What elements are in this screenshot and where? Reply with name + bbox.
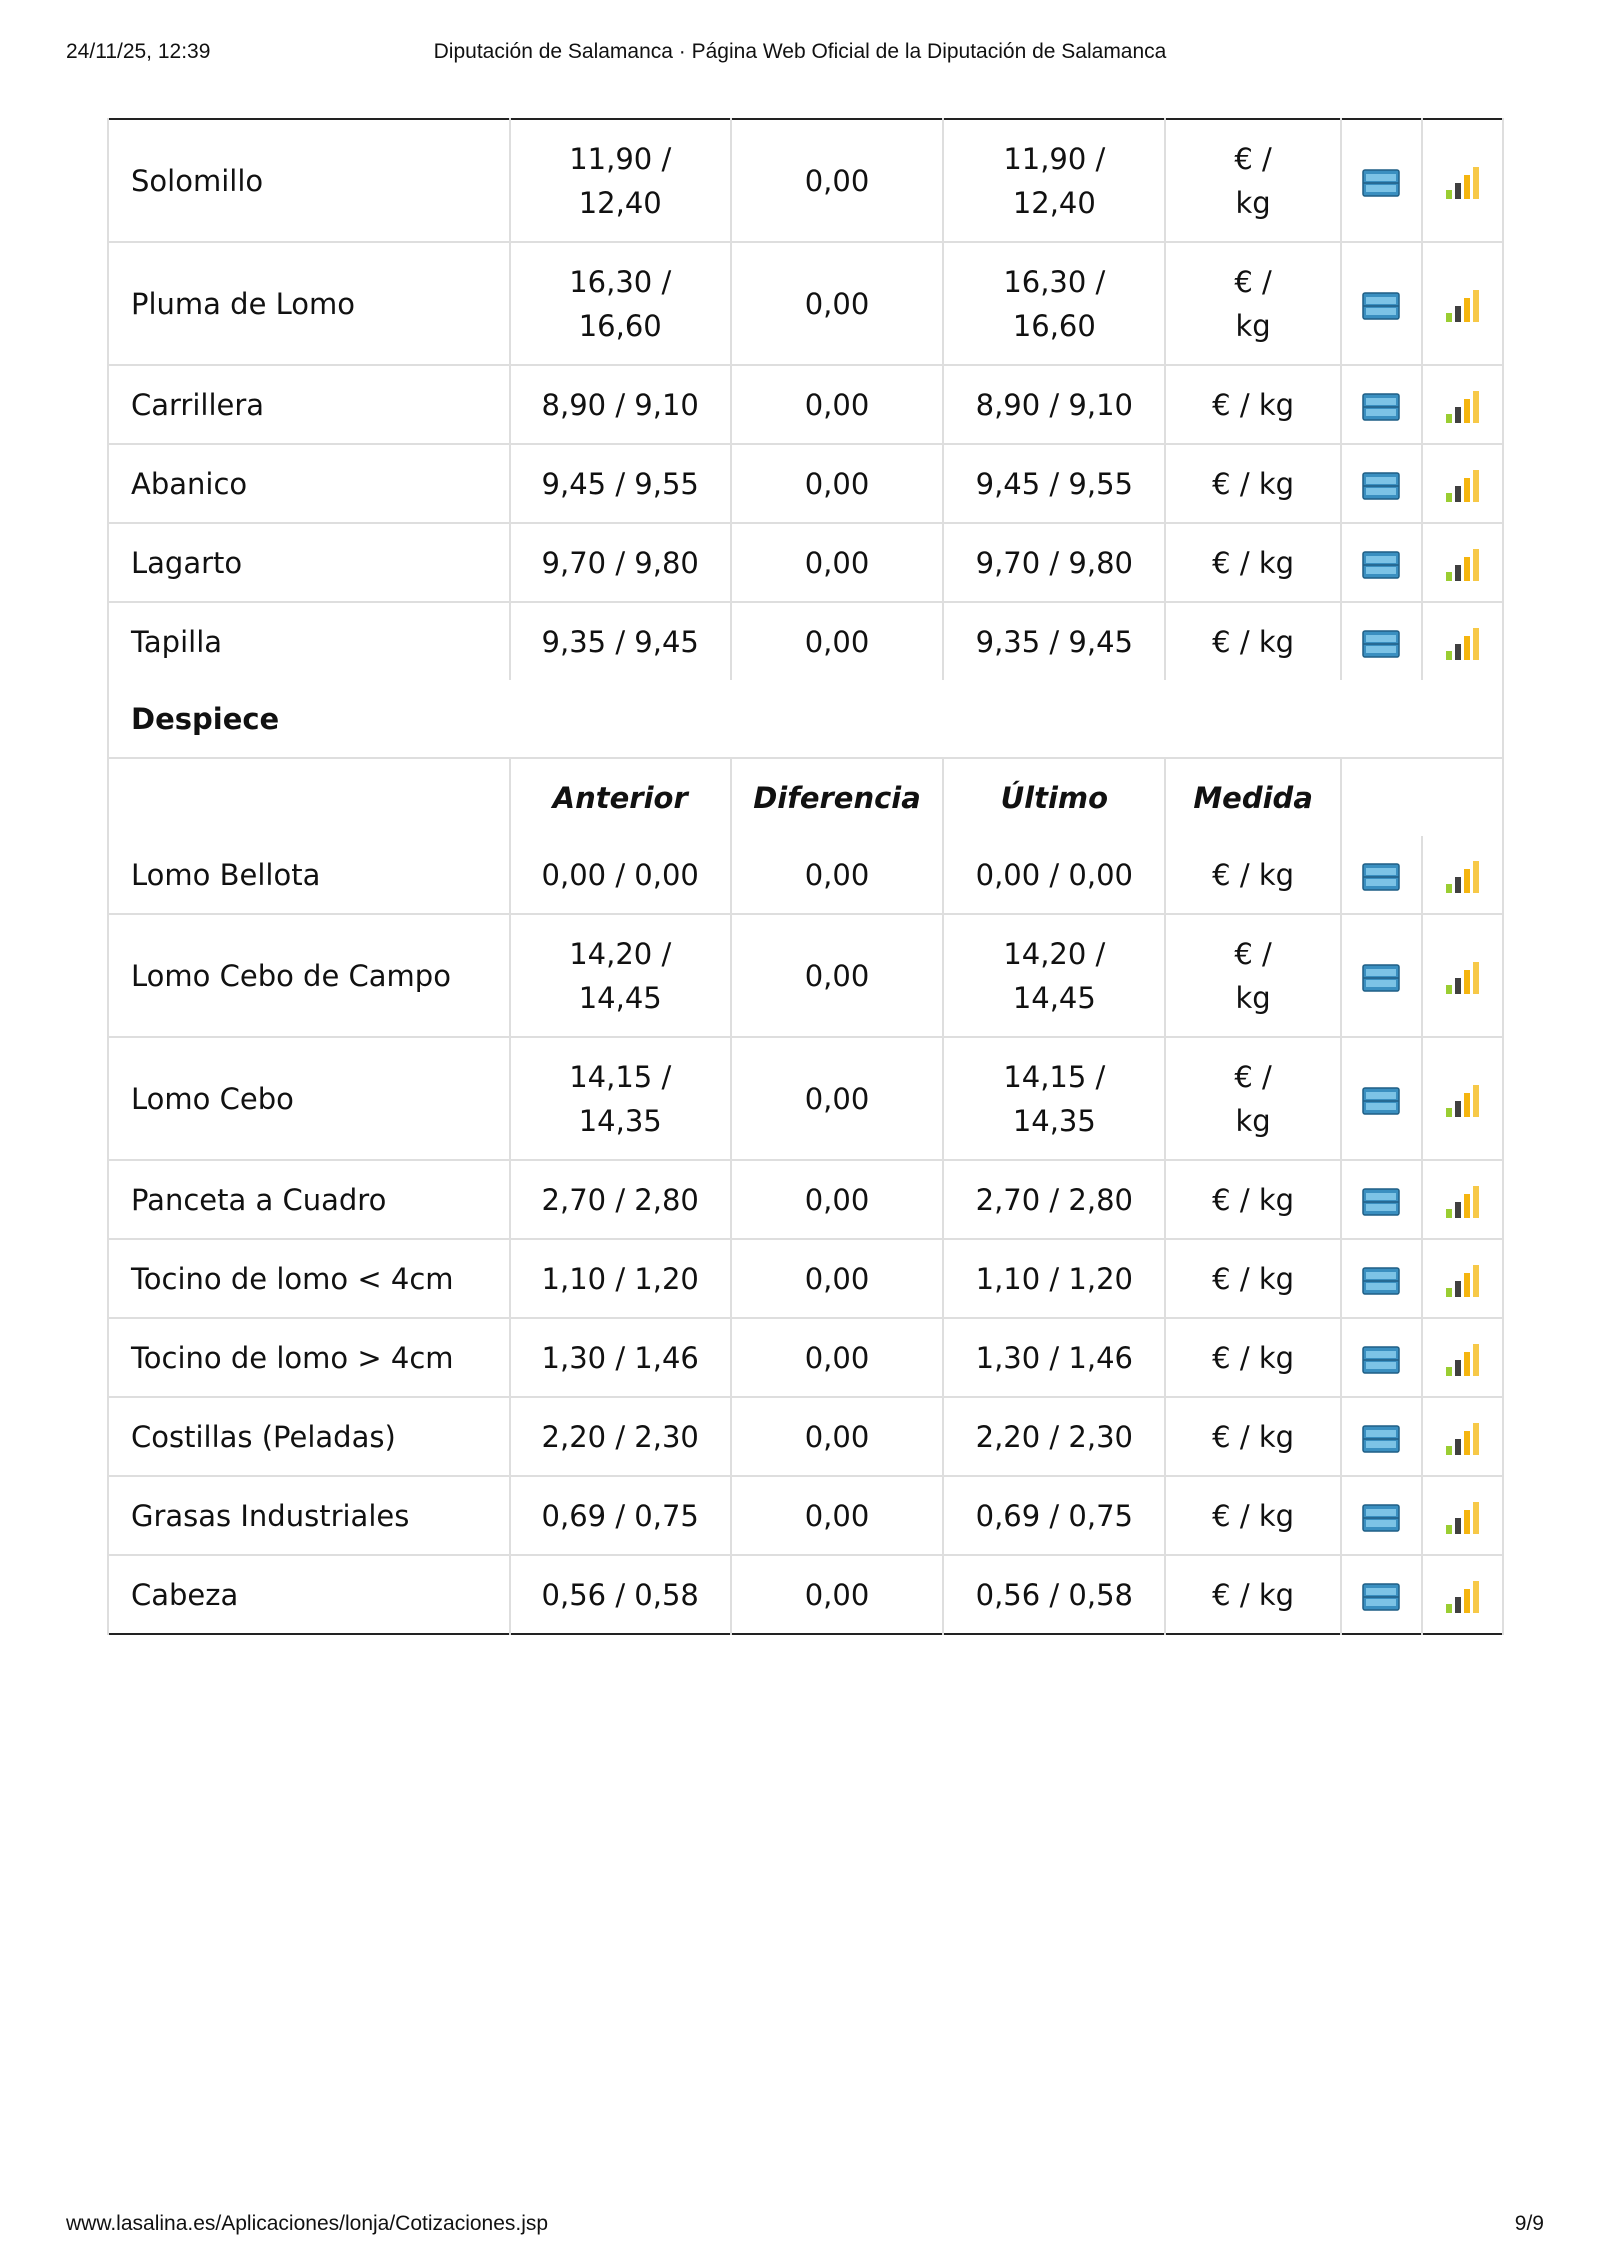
column-header-ultimo: Último xyxy=(943,758,1165,836)
price-anterior: 9,45 / 9,55 xyxy=(510,444,731,523)
price-ultimo: 2,20 / 2,30 xyxy=(943,1397,1165,1476)
table-icon[interactable] xyxy=(1341,602,1422,680)
table-row xyxy=(108,1476,1503,1555)
table-row xyxy=(108,602,1503,680)
print-url: www.lasalina.es/Aplicaciones/lonja/Cotizaciones.jsp xyxy=(66,2212,549,2235)
unit-medida: € / kg xyxy=(1165,1318,1340,1397)
price-anterior: 9,35 / 9,45 xyxy=(510,602,731,680)
unit-medida: € / kg xyxy=(1165,523,1340,602)
column-header-anterior: Anterior xyxy=(510,758,731,836)
unit-medida: € / kg xyxy=(1165,1160,1340,1239)
product-name: Tocino de lomo > 4cm xyxy=(108,1318,510,1397)
table-row xyxy=(108,119,1503,242)
column-header-diferencia: Diferencia xyxy=(731,758,943,836)
price-ultimo: 1,10 / 1,20 xyxy=(943,1239,1165,1318)
price-anterior: 0,00 / 0,00 xyxy=(510,836,731,914)
product-name: Lagarto xyxy=(108,523,510,602)
price-ultimo: 0,69 / 0,75 xyxy=(943,1476,1165,1555)
price-diferencia: 0,00 xyxy=(731,1160,943,1239)
price-diferencia: 0,00 xyxy=(731,242,943,365)
table-icon[interactable] xyxy=(1341,242,1422,365)
product-name: Grasas Industriales xyxy=(108,1476,510,1555)
price-ultimo: 0,56 / 0,58 xyxy=(943,1555,1165,1634)
price-ultimo: 2,70 / 2,80 xyxy=(943,1160,1165,1239)
product-name: Lomo Cebo de Campo xyxy=(108,914,510,1037)
product-name: Tapilla xyxy=(108,602,510,680)
product-name: Carrillera xyxy=(108,365,510,444)
unit-medida: € / kg xyxy=(1165,836,1340,914)
unit-medida: € / kg xyxy=(1165,242,1340,365)
bar-chart-icon[interactable] xyxy=(1422,1160,1503,1239)
table-row xyxy=(108,365,1503,444)
table-icon[interactable] xyxy=(1341,1318,1422,1397)
print-datetime: 24/11/25, 12:39 xyxy=(66,40,211,63)
price-diferencia: 0,00 xyxy=(731,119,943,242)
table-icon[interactable] xyxy=(1341,1160,1422,1239)
bar-chart-icon[interactable] xyxy=(1422,836,1503,914)
bar-chart-icon[interactable] xyxy=(1422,1239,1503,1318)
table-icon[interactable] xyxy=(1341,1476,1422,1555)
unit-medida: € / kg xyxy=(1165,444,1340,523)
table-icon[interactable] xyxy=(1341,1037,1422,1160)
table-row xyxy=(108,1239,1503,1318)
table-icon[interactable] xyxy=(1341,1239,1422,1318)
bar-chart-icon[interactable] xyxy=(1422,1555,1503,1634)
price-ultimo: 9,70 / 9,80 xyxy=(943,523,1165,602)
price-diferencia: 0,00 xyxy=(731,365,943,444)
table-icon[interactable] xyxy=(1341,444,1422,523)
table-icon[interactable] xyxy=(1341,1555,1422,1634)
table-row xyxy=(108,523,1503,602)
price-ultimo: 9,35 / 9,45 xyxy=(943,602,1165,680)
price-anterior: 8,90 / 9,10 xyxy=(510,365,731,444)
price-ultimo: 9,45 / 9,55 xyxy=(943,444,1165,523)
print-page-title: Diputación de Salamanca · Página Web Oficial de la Diputación de Salamanca xyxy=(433,40,1167,63)
product-name: Tocino de lomo < 4cm xyxy=(108,1239,510,1318)
table-icon[interactable] xyxy=(1341,119,1422,242)
price-diferencia: 0,00 xyxy=(731,1037,943,1160)
column-header-row xyxy=(108,758,1503,836)
unit-medida: € / kg xyxy=(1165,1476,1340,1555)
unit-medida: € / kg xyxy=(1165,1555,1340,1634)
price-anterior: 0,56 / 0,58 xyxy=(510,1555,731,1634)
table-icon[interactable] xyxy=(1341,914,1422,1037)
table-icon[interactable] xyxy=(1341,365,1422,444)
table-icon[interactable] xyxy=(1341,523,1422,602)
price-anterior: 14,15 / 14,35 xyxy=(510,1037,731,1160)
bar-chart-icon[interactable] xyxy=(1422,444,1503,523)
price-ultimo: 8,90 / 9,10 xyxy=(943,365,1165,444)
column-header-medida: Medida xyxy=(1165,758,1340,836)
price-diferencia: 0,00 xyxy=(731,914,943,1037)
section-row xyxy=(108,680,1503,758)
price-diferencia: 0,00 xyxy=(731,1318,943,1397)
column-header-empty xyxy=(108,758,510,836)
product-name: Lomo Cebo xyxy=(108,1037,510,1160)
bar-chart-icon[interactable] xyxy=(1422,523,1503,602)
price-ultimo: 1,30 / 1,46 xyxy=(943,1318,1165,1397)
bar-chart-icon[interactable] xyxy=(1422,602,1503,680)
column-header-icons xyxy=(1341,758,1503,836)
unit-medida: € / kg xyxy=(1165,914,1340,1037)
print-page-number: 9/9 xyxy=(1514,2212,1544,2235)
bar-chart-icon[interactable] xyxy=(1422,1318,1503,1397)
table-row xyxy=(108,1318,1503,1397)
unit-medida: € / kg xyxy=(1165,602,1340,680)
product-name: Lomo Bellota xyxy=(108,836,510,914)
table-row xyxy=(108,1037,1503,1160)
price-diferencia: 0,00 xyxy=(731,1476,943,1555)
price-diferencia: 0,00 xyxy=(731,444,943,523)
price-ultimo: 11,90 / 12,40 xyxy=(943,119,1165,242)
price-anterior: 1,30 / 1,46 xyxy=(510,1318,731,1397)
price-table xyxy=(107,118,1504,1635)
table-row xyxy=(108,1160,1503,1239)
table-icon[interactable] xyxy=(1341,1397,1422,1476)
price-anterior: 16,30 / 16,60 xyxy=(510,242,731,365)
section-title: Despiece xyxy=(108,680,1503,758)
bar-chart-icon[interactable] xyxy=(1422,1397,1503,1476)
price-ultimo: 14,15 / 14,35 xyxy=(943,1037,1165,1160)
table-row xyxy=(108,836,1503,914)
price-anterior: 2,20 / 2,30 xyxy=(510,1397,731,1476)
price-diferencia: 0,00 xyxy=(731,836,943,914)
table-row xyxy=(108,1555,1503,1634)
bar-chart-icon[interactable] xyxy=(1422,1476,1503,1555)
price-anterior: 11,90 / 12,40 xyxy=(510,119,731,242)
product-name: Costillas (Peladas) xyxy=(108,1397,510,1476)
table-row xyxy=(108,242,1503,365)
unit-medida: € / kg xyxy=(1165,1239,1340,1318)
product-name: Pluma de Lomo xyxy=(108,242,510,365)
price-diferencia: 0,00 xyxy=(731,602,943,680)
table-row xyxy=(108,444,1503,523)
price-diferencia: 0,00 xyxy=(731,523,943,602)
price-ultimo: 0,00 / 0,00 xyxy=(943,836,1165,914)
table-row xyxy=(108,1397,1503,1476)
unit-medida: € / kg xyxy=(1165,119,1340,242)
price-anterior: 0,69 / 0,75 xyxy=(510,1476,731,1555)
price-anterior: 1,10 / 1,20 xyxy=(510,1239,731,1318)
product-name: Panceta a Cuadro xyxy=(108,1160,510,1239)
bar-chart-icon[interactable] xyxy=(1422,1037,1503,1160)
price-anterior: 9,70 / 9,80 xyxy=(510,523,731,602)
price-diferencia: 0,00 xyxy=(731,1555,943,1634)
unit-medida: € / kg xyxy=(1165,1037,1340,1160)
table-row xyxy=(108,914,1503,1037)
table-icon[interactable] xyxy=(1341,836,1422,914)
price-ultimo: 16,30 / 16,60 xyxy=(943,242,1165,365)
bar-chart-icon[interactable] xyxy=(1422,119,1503,242)
product-name: Abanico xyxy=(108,444,510,523)
price-anterior: 14,20 / 14,45 xyxy=(510,914,731,1037)
unit-medida: € / kg xyxy=(1165,1397,1340,1476)
product-name: Cabeza xyxy=(108,1555,510,1634)
unit-medida: € / kg xyxy=(1165,365,1340,444)
bar-chart-icon[interactable] xyxy=(1422,242,1503,365)
price-diferencia: 0,00 xyxy=(731,1239,943,1318)
price-ultimo: 14,20 / 14,45 xyxy=(943,914,1165,1037)
product-name: Solomillo xyxy=(108,119,510,242)
price-anterior: 2,70 / 2,80 xyxy=(510,1160,731,1239)
price-diferencia: 0,00 xyxy=(731,1397,943,1476)
bar-chart-icon[interactable] xyxy=(1422,914,1503,1037)
bar-chart-icon[interactable] xyxy=(1422,365,1503,444)
